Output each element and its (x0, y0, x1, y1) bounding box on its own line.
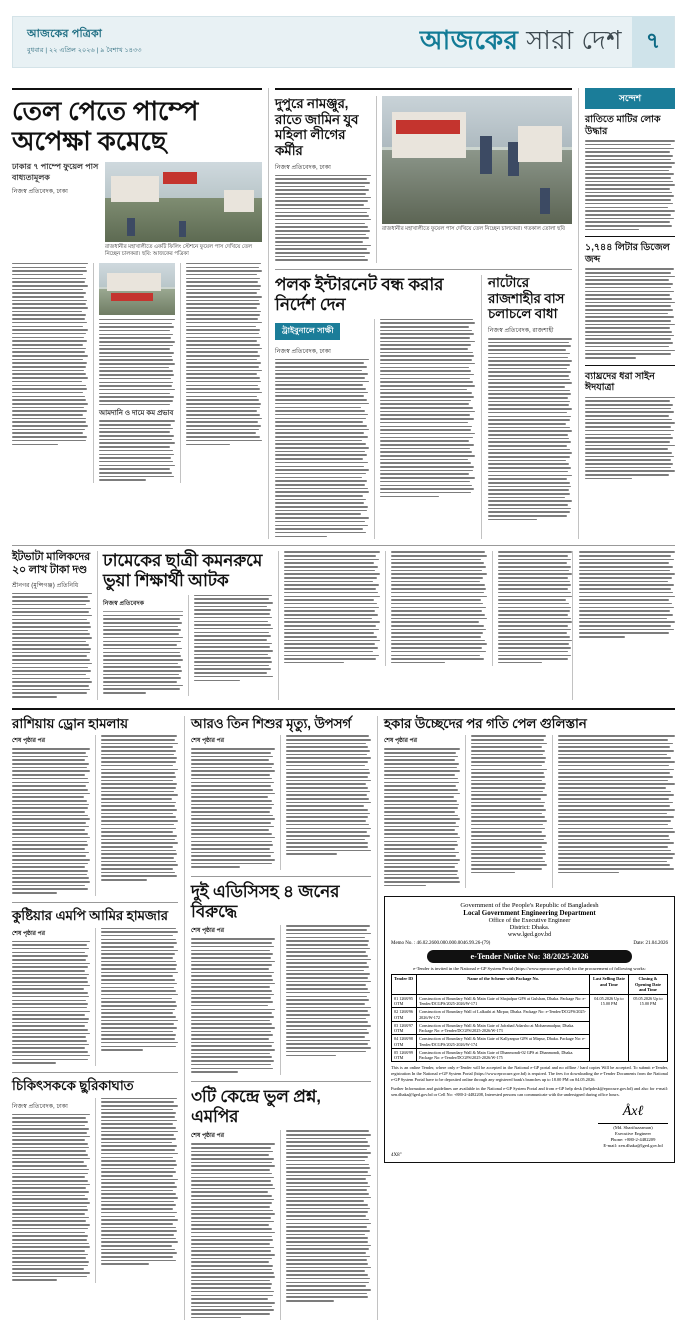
sidebar-continued (572, 551, 675, 699)
children-headline: আরও তিন শিশুর মৃত্যু, উপসর্গ (191, 715, 351, 731)
story-itvata (12, 551, 97, 699)
story-dhamek (97, 551, 278, 699)
brand-name: আজকের পত্রিকা (27, 28, 103, 41)
doctor-headline: চিকিৎসককে ছুরিকাঘাত (12, 1077, 134, 1093)
row-id: 1268/96 OTM (394, 1009, 413, 1020)
gov-line-2: Local Government Engineering Department (463, 909, 596, 918)
notice-title: e-Tender Notice No: 38/2025-2026 (427, 950, 632, 963)
top-photo-caption: রাজধানীর মহাখালীতে ফুয়েল পাস দেখিয়ে তেল নিচ্ছেন চালকেরা। গতকাল তোলা ছবি (382, 226, 565, 232)
story-polok (275, 275, 481, 539)
col2-byline: নিজস্ব প্রতিবেদক, ঢাকা (275, 163, 331, 171)
top-section (12, 88, 675, 539)
natore-byline: নিজস্ব প্রতিবেদক, রাজশাহী (488, 327, 554, 335)
lead-body-col2 (93, 263, 180, 483)
hawker-headline: হকার উচ্ছেদের পর গতি পেল গুলিস্তান (384, 715, 587, 731)
itvata-headline: ইটভাটা মালিকদের ২০ লাখ টাকা দণ্ড (12, 551, 90, 576)
tender-terms-1: This is an online Tender, where only e-Tender will be accepted in the National e-GP portal and no offline / hard copies Will be accepted. To submit e-Tender, registration In the National e-GP System Portal (https://www.eprocure.gov.bd) is required. The fees for downloading the e-Tender Documents from the National e-GP System Portal have to be deposited online through any registered bank's branches up to 18.00 PM on 04.05.2026. (391, 1065, 668, 1083)
mid-band-extra (278, 551, 572, 699)
dhamek-byline: নিজস্ব প্রতিবেদক (103, 599, 145, 607)
signer-name: (Md. Sharifuzzaman) (613, 1124, 653, 1130)
lead-headline: তেল পেতে পাম্পে অপেক্ষা কমেছে (12, 96, 199, 157)
tender-intro: e-Tender is invited in the National e-GP System Portal (https://www.eprocure.gov.bd) for the procurement of following works: (413, 966, 646, 972)
lead-story (12, 88, 268, 539)
lead-body-col1 (12, 263, 93, 483)
memo-date: Date: 21.04.2026 (633, 941, 668, 947)
natore-headline: নাটোরে রাজশাহীর বাস চলাচলে বাধা (488, 275, 565, 322)
lower-right (377, 716, 675, 1320)
tender-terms-2: Further Information and guidelines are available in the National e-GP System Portal and from e-GP help desk (helpdesk@eprocure.gov.bd) and also for e-mail: xen.dhaka@lged.gov.bd or Cell No: +880-2-4482208, Interested persons can communicate with the undersigned during office hours. (391, 1085, 668, 1097)
row-scheme: Construction of Boundary Wall & Main Gate of Shajadpur GPS at Gulshan, Dhaka. Package No: e-Tender/DCGPS/2025-2026/W-171 (417, 994, 590, 1008)
newspaper-page (0, 16, 687, 1158)
story-natore (481, 275, 572, 539)
signature-block (598, 1103, 668, 1148)
last-selling-value: 04.05.2026 Up to 15.00 PM (589, 994, 628, 1062)
lead-subhead: ঢাকার ৭ পাম্পে ফুয়েল পাস বাধ্যতামূলক (12, 162, 99, 182)
sidebar-header: সন্দেশ (585, 88, 675, 109)
lower-left (12, 716, 184, 1320)
section-title (257, 20, 632, 64)
top-photo (382, 96, 572, 224)
sidebar (578, 88, 675, 539)
sidebar-item-2[interactable] (585, 371, 675, 480)
doctor-byline: নিজস্ব প্রতিবেদক, ঢাকা (12, 1102, 68, 1110)
col-tender-id: Tender ID (392, 975, 417, 995)
row-sl: 02 (394, 1009, 399, 1015)
lead-byline: নিজস্ব প্রতিবেদক, ঢাকা (12, 188, 68, 196)
col2-headline: দুপুরে নামঞ্জুর, রাতে জামিন যুব মহিলা লীগের কর্মীর (275, 96, 359, 158)
memo-number: Memo No. : 46.02.2600.000.000.0046.99.26-(79) (391, 941, 491, 947)
section-title-light: সারা দেশ (526, 25, 622, 55)
adc-headline: দুই এডিসিসহ ৪ জনের বিরুদ্ধে (191, 882, 340, 921)
mid-top-section (268, 88, 578, 539)
row-sl: 01 (394, 995, 399, 1001)
lead-photo-caption: রাজধানীর মহাখালীতে একটি ফিলিং স্টেশনে ফুয়েল পাস দেখিয়ে তেল নিচ্ছেন চালকরা। ছবি: আজকের পত্রিকা (105, 244, 253, 258)
polok-headline: পলক ইন্টারনেট বন্ধ করার নির্দেশ দেন (275, 275, 444, 314)
children-continued-label: শেষ পৃষ্ঠার পর (191, 738, 225, 745)
lead-body-col3 (180, 263, 262, 483)
lower-middle (184, 716, 377, 1320)
row-scheme: Construction of Boundary Wall of Lalkuthi at Mirpur, Dhaka. Package No: e-Tender/DCGPS/2025-2026/W-172 (417, 1008, 590, 1022)
sidebar-item-0[interactable] (585, 114, 675, 230)
sidebar-item-1[interactable] (585, 242, 675, 358)
col-scheme-name: Name of the Scheme with Package No. (417, 975, 590, 995)
gov-line-3: Office of the Executive Engineer (488, 917, 571, 925)
gov-line-4: District: Dhaka. (509, 924, 550, 932)
signer-phone: Phone: +880-2-4482209 (610, 1136, 656, 1142)
masthead-left (13, 28, 257, 55)
polok-tag: ট্রাইবুনালে সাক্ষী (275, 323, 340, 340)
tender-advertisement (384, 896, 675, 1162)
row-sl: 04 (394, 1036, 399, 1042)
polok-byline: নিজস্ব প্রতিবেদক, ঢাকা (275, 347, 331, 355)
ad-size-note: 4X8" (391, 1152, 402, 1158)
row-id: 1268/97 OTM (394, 1022, 413, 1034)
col-closing-opening: Closing & Opening Date and Time (628, 975, 667, 995)
signer-email: E-mail: xen.dhaka@lged.gov.bd (603, 1142, 663, 1148)
gov-website: www.lged.gov.bd (507, 931, 552, 939)
row-scheme: Construction of Boundary Wall & Main Gate of Kallyanpur GPS at Mirpur, Dhaka. Package No: e-Tender/DCGPS/2025-2026/W-174 (417, 1035, 590, 1049)
closing-opening-value: 05.05.2026 Up to 15.00 PM (628, 994, 667, 1062)
lead-photo (105, 162, 262, 242)
sidebar-item-headline: রাতিতে মাটির লোক উদ্ধার (585, 114, 661, 137)
page-number: ৭ (632, 16, 674, 68)
centers-continued-label: শেষ পৃষ্ঠার পর (191, 1133, 225, 1140)
publication-date: বুধবার | ২২ এপ্রিল ২০২৬ | ৯ বৈশাখ ১৪৩৩ (27, 46, 142, 54)
gov-line-1: Government of the People's Republic of Bangladesh (460, 902, 599, 910)
signature-mark: Åxℓ (622, 1104, 644, 1120)
signer-title: Executive Engineer (614, 1130, 652, 1136)
row-id: 1268/99 OTM (394, 1049, 413, 1061)
story-col2-top (275, 96, 376, 263)
mid-band (12, 551, 675, 699)
row-sl: 03 (394, 1022, 399, 1028)
hawker-continued-label: শেষ পৃষ্ঠার পর (384, 738, 418, 745)
centers-headline: ৩টি কেন্দ্রে ভুল প্রশ্ন, এমপির (191, 1086, 321, 1126)
lead-crosshead: আমদানি ও দামে কম প্রভাব (99, 410, 174, 418)
table-header-row (392, 975, 668, 995)
sidebar-item-headline: ১,৭৪৪ লিটার ডিজেল জব্দ (585, 242, 670, 265)
adc-continued-label: শেষ পৃষ্ঠার পর (191, 928, 225, 935)
kushtia-continued-label: শেষ পৃষ্ঠার পর (12, 930, 46, 937)
section-title-bold: আজকের (419, 25, 519, 55)
itvata-byline: শ্রীনগর (মুন্সিগঞ্জ) প্রতিনিধি (12, 581, 79, 589)
russia-headline: রাশিয়ায় ড্রোন হামলায় (12, 715, 128, 731)
lower-section (12, 716, 675, 1320)
col-last-selling: Last Selling Date and Time (589, 975, 628, 995)
tender-table (391, 974, 668, 1062)
row-id: 1268/98 OTM (394, 1036, 413, 1047)
row-sl: 05 (394, 1049, 399, 1055)
page-body (12, 88, 675, 1320)
table-row (392, 994, 668, 1008)
masthead (12, 16, 675, 68)
dhamek-headline: ঢামেকের ছাত্রী কমনরুমে ভুয়া শিক্ষার্থী আটক (103, 551, 263, 590)
row-scheme: Construction of Boundary Wall & Main Gate of Dhanmondi-02 GPS at Dhanmondi, Dhaka. Package No: e-Tender/DCGPS/2025-2026/W-175 (417, 1048, 590, 1062)
row-id: 1268/95 OTM (394, 995, 413, 1007)
russia-continued-label: শেষ পৃষ্ঠার পর (12, 738, 46, 745)
row-scheme: Construction of Boundary Wall & Main Gate of Jafrabad Adarsho at Mohammadpur, Dhaka. Package No: e-Tender/DCGPS/2025-2026/W-173 (417, 1021, 590, 1035)
kushtia-headline: কুষ্টিয়ার এমপি আমির হামজার (12, 907, 168, 923)
top-photo-wrap (376, 96, 572, 263)
sidebar-item-headline: ব্যাঘ্রদের ধরা সাইন ঈদযাত্রা (585, 370, 655, 394)
